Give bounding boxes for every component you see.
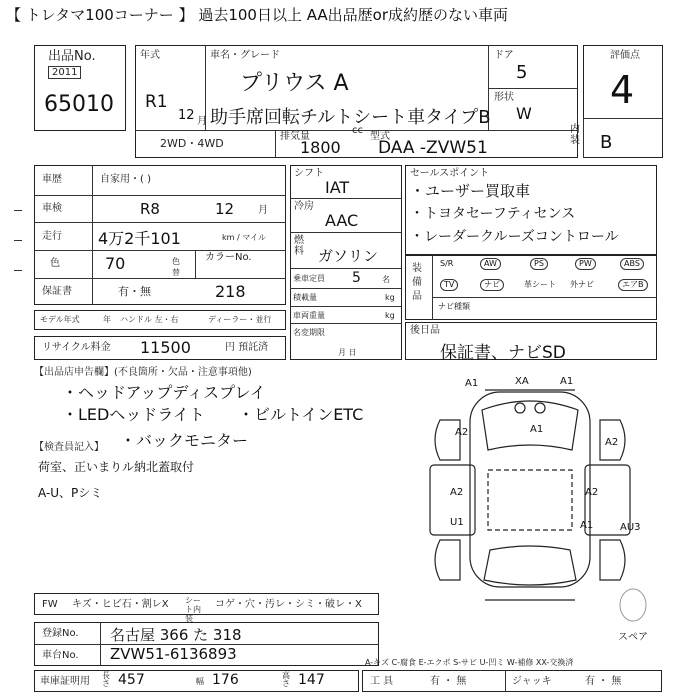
fuel-value: ガソリン [318, 247, 379, 265]
tools-value: 有 ・ 無 [430, 676, 467, 687]
damage-mark: AU3 [620, 522, 641, 533]
damage-mark: A1 [560, 376, 574, 387]
equip-navi: ナビ [480, 279, 504, 291]
model-label: モデル年式 [40, 315, 80, 324]
ac-label: 冷房 [294, 201, 314, 212]
dealer-value: ディーラー・並行 [208, 315, 272, 324]
shaken-label: 車検 [42, 203, 62, 214]
score-value: 4 [610, 68, 635, 112]
car-name: プリウス A [240, 71, 349, 96]
cc-value: 1800 [300, 138, 341, 157]
damage-mark: A2 [455, 427, 469, 438]
car-grade: 助手席回転チルトシート車タイプB [210, 107, 491, 128]
shaken-value: R8 [140, 200, 160, 218]
equip-abs: ABS [620, 258, 644, 270]
history-label: 車歴 [42, 174, 62, 185]
mileage-value: 4万2千101 [98, 229, 181, 248]
width-value: 176 [212, 672, 239, 688]
shift-value: IAT [325, 178, 350, 197]
doors-label: ドア [494, 50, 514, 61]
doors-value: 5 [516, 62, 528, 83]
height-value: 147 [298, 672, 325, 688]
damage-mark: A2 [605, 437, 619, 448]
color-value: 70 [105, 254, 126, 273]
name-change-label: 名変期限 [293, 328, 325, 337]
cert-label: 車庫証明用 [40, 676, 90, 687]
weight-unit: kg [385, 311, 395, 320]
jack-value: 有 ・ 無 [585, 676, 622, 687]
score-label: 評価点 [610, 50, 640, 61]
shift-label: シフト [294, 168, 324, 179]
legend-text: A-キズ C-腐食 E-エクボ S-サビ U-凹ミ W-補修 XX-交換済 [365, 658, 574, 667]
recycle-label: リサイクル料金 [42, 342, 111, 353]
shape-label: 形状 [494, 92, 514, 103]
sales-item: ・ユーザー買取車 [410, 182, 531, 200]
registration-value: 名古屋 366 た 318 [110, 626, 242, 644]
sales-label: セールスポイント [410, 168, 490, 179]
load-label: 積載量 [293, 293, 317, 302]
warranty-value: 有・無 [118, 285, 151, 298]
model-unit: 年 [103, 315, 111, 324]
mileage-unit: km / マイル [222, 233, 267, 242]
damage-mark: A2 [585, 487, 599, 498]
damage-mark: A1 [465, 378, 479, 389]
chassis-label: 車台No. [42, 650, 79, 661]
chassis-value: ZVW51-6136893 [110, 645, 237, 663]
damage-mark: A1 [580, 520, 594, 531]
damage-mark: A1 [530, 424, 544, 435]
inspector-label: 【検査員記入】 [34, 442, 104, 453]
equip-ps: PS [530, 258, 548, 270]
recycle-unit: 円 預託済 [225, 342, 269, 353]
name-label: 車名・グレード [210, 50, 280, 61]
after-label: 後日品 [410, 325, 440, 336]
load-unit: kg [385, 293, 395, 302]
registration-label: 登録No. [42, 628, 79, 639]
sales-item: ・レーダークルーズコントロール [410, 229, 619, 245]
fw-label: FW [42, 599, 58, 610]
equip-airbag: エアB [618, 279, 648, 291]
declaration-line: ・バックモニター [120, 431, 249, 450]
after-value: 保証書、ナビSD [440, 343, 566, 363]
shaken-month: 12 [215, 200, 235, 218]
equip-sr: S/R [440, 259, 454, 268]
cc-unit: cc [352, 125, 363, 136]
width-label: 幅 [196, 677, 204, 686]
fw-value: キズ・ヒビ石・割レX [72, 599, 169, 610]
type-value: DAA -ZVW51 [378, 138, 488, 158]
equip-ext-navi: 外ナビ [570, 280, 594, 289]
jack-label: ジャッキ [512, 676, 552, 687]
color-no-value: 218 [215, 282, 246, 301]
tools-label: 工 具 [370, 676, 394, 687]
navi-type-label: ナビ種類 [438, 302, 470, 311]
color-label: 色 [50, 258, 60, 269]
damage-mark: U1 [450, 517, 464, 528]
lot-label: 出品No. [48, 49, 96, 64]
spare-label: スペア [618, 632, 648, 643]
length-label: 長さ [102, 671, 110, 688]
shaken-month-unit: 月 [258, 205, 268, 216]
fuel-label: 燃料 [294, 235, 304, 257]
height-label: 高さ [282, 671, 290, 688]
name-change-unit: 月 日 [338, 348, 357, 357]
inspector-line: A-U、Pシミ [38, 486, 103, 500]
declaration-label: 【出品店申告欄】(不良箇所・欠品・注意事項他) [34, 367, 252, 378]
damage-mark: XA [515, 376, 529, 387]
capacity-label: 乗車定員 [293, 274, 325, 283]
drive-value: 2WD・4WD [160, 137, 224, 150]
equipment-label: 装備品 [412, 263, 422, 302]
month-value: 12 [178, 108, 195, 123]
capacity-value: 5 [352, 270, 361, 286]
history-value: 自家用・( ) [100, 174, 151, 185]
equip-leather: 革シート [524, 280, 556, 289]
year-label: 年式 [140, 50, 160, 61]
inspector-line: 荷室、正いまりル納北蓋取付 [38, 460, 195, 474]
color-no-label: カラーNo. [205, 252, 252, 263]
year-value: R1 [145, 92, 168, 112]
equip-pw: PW [575, 258, 596, 270]
ac-value: AAC [325, 211, 359, 230]
seat-label: シート内装 [185, 596, 201, 623]
weight-label: 車両重量 [293, 311, 325, 320]
mileage-label: 走行 [42, 231, 62, 242]
header-title: 【 トレタマ100コーナー 】 過去100日以上 AA出品歴or成約歴のない車両 [6, 6, 509, 24]
declaration-line: ・ヘッドアップディスプレイ [62, 383, 266, 402]
lot-year-tag: 2011 [48, 66, 81, 79]
cc-label: 排気量 [280, 131, 310, 142]
length-value: 457 [118, 672, 145, 688]
equip-aw: AW [480, 258, 501, 270]
seat-value: コゲ・穴・汚レ・シミ・破レ・X [215, 599, 362, 610]
interior-value: B [600, 132, 613, 153]
declaration-line: ・LEDヘッドライト [62, 405, 205, 424]
shape-value: W [516, 104, 532, 123]
car-damage-diagram [410, 370, 660, 635]
damage-mark: A2 [450, 487, 464, 498]
equip-tv: TV [440, 279, 458, 291]
interior-label: 内装 [570, 124, 580, 146]
capacity-unit: 名 [382, 275, 390, 284]
warranty-label: 保証書 [42, 286, 72, 297]
recycle-value: 11500 [140, 338, 191, 357]
month-unit: 月 [197, 116, 207, 127]
color-sub: 色替 [172, 257, 180, 277]
sales-item: ・トヨタセーフティセンス [410, 206, 576, 222]
declaration-line: ・ビルトインETC [238, 405, 364, 424]
type-label: 型式 [370, 131, 390, 142]
handle-value: ハンドル 左・右 [120, 315, 179, 324]
lot-number: 65010 [44, 92, 114, 117]
